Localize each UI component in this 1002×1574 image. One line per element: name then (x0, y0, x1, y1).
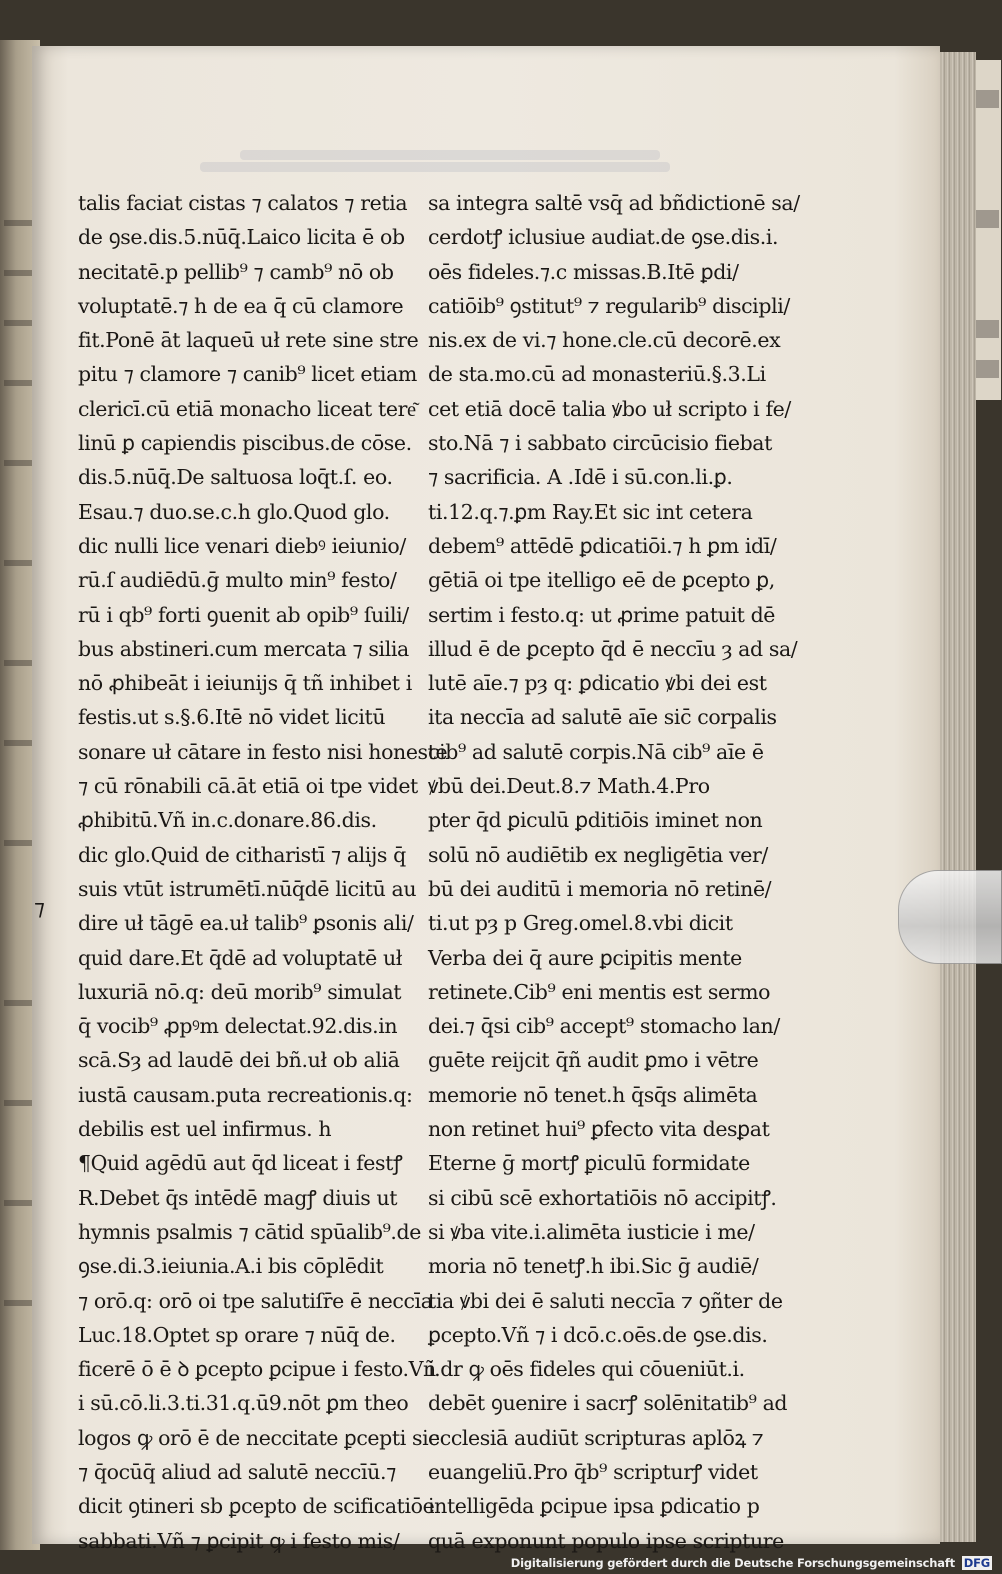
text-line: ficerē ō ē ꝺ ꝑcepto ꝑcipue i festo.Vñ (78, 1357, 436, 1382)
text-line: ⁊ cū rōnabili cā.āt etiā oi tpe videt (78, 774, 418, 799)
text-line: gētiā oi tpe itelligo eē de ꝑcepto ꝑ, (428, 568, 775, 593)
marginal-note: ⁊ (34, 896, 45, 921)
text-line: non retinet hui⁹ ꝑfecto vita desꝑat (428, 1117, 770, 1142)
text-line: intelligēda ꝑcipue ipsa ꝑdicatio p (428, 1494, 760, 1519)
text-line: voluptatē.⁊ h de ea q̄ cū clamore (78, 293, 404, 318)
text-line: ⁊ orō.q: orō oi tpe salutiſr̄e ē neccīa (78, 1288, 433, 1313)
text-line: retinete.Cib⁹ eni mentis est sermo (428, 979, 771, 1004)
text-line: ꝟbū dei.Deut.8.⁊ Math.4.Pro (428, 774, 710, 799)
text-line: logos ꝙ orō ē de neccitate ꝑcepti sic (78, 1425, 440, 1450)
text-line: quid dare.Et q̄dē ad voluptatē uł (78, 945, 402, 970)
text-line: de sta.mo.cū ad monasteriū.§.3.Li (428, 362, 766, 387)
text-line: ꝯse.di.3.ieiunia.A.i bis cōplēdit (78, 1254, 384, 1279)
text-line: hymnis psalmis ⁊ cātid spūalib⁹.de (78, 1219, 422, 1244)
text-line: solū nō audiētib ex negligētia ver/ (428, 842, 768, 867)
text-line: rū.ſ audiēdū.ḡ multo min⁹ festo/ (78, 568, 397, 593)
text-line: ꝑcepto.Vñ ⁊ i dcō.c.oēs.de ꝯse.dis. (428, 1322, 768, 1347)
dfg-logo: DFG (963, 1556, 990, 1570)
text-line: debēt ꝯuenire i sacrꝭ solēnitatib⁹ ad (428, 1391, 788, 1416)
text-line: i.dr ꝙ oēs fideles qui cōueniūt.i. (428, 1357, 745, 1382)
text-line: dic glo.Quid de citharistī ⁊ alijs q̄ (78, 842, 406, 867)
page-block-edges (936, 52, 976, 1542)
text-line: rū i qb⁹ forti ꝯuenit ab opib⁹ ſuili/ (78, 602, 409, 627)
text-column-left (78, 186, 448, 1558)
text-line: nis.ex de vi.⁊ hone.cle.cū decorē.ex (428, 328, 781, 353)
text-line: Luc.18.Optet sp orare ⁊ nūq̄ de. (78, 1322, 396, 1347)
text-line: ⁊ q̄ocūq̄ aliud ad salutē neccīū.⁊ (78, 1459, 396, 1484)
text-line: de ꝯse.dis.5.nūq̄.Laico licita ē ob (78, 225, 405, 250)
text-line: ¶Quid agēdū aut q̄d liceat i festꝭ (78, 1151, 403, 1176)
text-line: ꝓhibitū.Vñ in.c.donare.86.dis. (78, 808, 377, 833)
text-line: suis vtūt istrumētī.nūq̄dē licitū au (78, 876, 417, 901)
text-line: luxuriā nō.q: deū morib⁹ simulat (78, 979, 402, 1004)
bookmark-clip (898, 870, 1002, 964)
text-line: illud ē de ꝑcepto q̄d ē neccīu ȝ ad sa/ (428, 636, 798, 661)
text-line: Esau.⁊ duo.se.c.h glo.Quod glo. (78, 499, 390, 524)
text-line: ⁊ sacrificia. A .Idē i sū.con.li.ꝑ. (428, 465, 733, 490)
text-line: bus abstineri.cum mercata ⁊ silia (78, 636, 409, 661)
text-line: ecclesiā audiūt scripturas aplōꝝ ⁊ (428, 1425, 764, 1450)
text-line: tia ꝟbi dei ē saluti neccīa ⁊ ꝯñter de (428, 1288, 783, 1313)
text-line: dic nulli lice venari diebꝰ ieiunio/ (78, 533, 406, 558)
text-line: lutē aīe.⁊ pȝ q: ꝑdicatio ꝟbi dei est (428, 671, 767, 696)
text-line: debem⁹ attēdē ꝑdicatiōi.⁊ h ꝑm idī/ (428, 533, 777, 558)
text-line: dire uł tāgē ea.uł talib⁹ ꝑsonis ali/ (78, 911, 414, 936)
text-line: i sū.cō.li.3.ti.31.q.ū9.nōt ꝑm theo (78, 1391, 409, 1416)
text-line: cerdotꝭ iclusiue audiat.de ꝯse.dis.i. (428, 225, 779, 250)
show-through-text (200, 162, 670, 172)
text-line: Eterne ḡ mortꝭ ꝑiculū formidate (428, 1151, 750, 1176)
text-line: sa integra saltē vsq̄ ad bñdictionē sa/ (428, 191, 800, 215)
text-line: Verba dei q̄ aure ꝑcipitis mente (428, 945, 742, 970)
text-line: catiōib⁹ ꝯstitut⁹ ⁊ regularib⁹ discipli/ (428, 293, 790, 318)
text-line: ita neccīa ad salutē aīe sic̄ corpalis (428, 705, 777, 730)
text-line: quā exponunt populo ipse scripture (428, 1528, 784, 1553)
text-line: debilis est uel infirmus. h (78, 1117, 332, 1142)
text-line: euangeliū.Pro q̄b⁹ scripturꝭ videt (428, 1459, 758, 1484)
text-line: memorie nō tenet.h q̄sq̄s alimēta (428, 1082, 758, 1107)
text-line: dicit ꝯtineri sb ꝑcepto de scificatiōe (78, 1494, 435, 1519)
text-line: necitatē.p pellib⁹ ⁊ camb⁹ nō ob (78, 259, 394, 284)
text-line: oēs fideles.⁊.c missas.B.Itē ꝑdi/ (428, 259, 739, 284)
text-line: moria nō tenetꝭ.h ibi.Sic ḡ audiē/ (428, 1254, 759, 1279)
text-line: dei.⁊ q̄si cib⁹ accept⁹ stomacho lan/ (428, 1014, 780, 1039)
text-line: pitu ⁊ clamore ⁊ canib⁹ licet etiam (78, 362, 417, 387)
text-line: sertim i festo.q: ut ꝓrime patuit dē (428, 602, 776, 627)
text-line: fit.Ponē āt laqueū uł rete sine stre (78, 328, 419, 353)
text-line: ti.12.q.⁊.ꝑm Ray.Et sic int cetera (428, 499, 753, 524)
text-line: nō ꝓhibeāt i ieiunijs q̄ tñ inhibet i (78, 671, 412, 696)
text-line: sonare uł cātare in festo nisi honeste (78, 739, 448, 764)
text-column-right (428, 186, 800, 1558)
text-line: festis.ut s.§.6.Itē nō videt licitū (78, 705, 386, 730)
text-line: sabbati.Vñ ⁊ ꝑcipit ꝙ i festo mis/ (78, 1528, 400, 1553)
text-line: cet etiā docē talia ꝟbo uł scripto i fe/ (428, 396, 791, 421)
text-line: talis faciat cistas ⁊ calatos ⁊ retia (78, 191, 408, 215)
text-line: sto.Nā ⁊ i sabbato circūcisio fiebat (428, 431, 772, 456)
text-line: iustā causam.puta recreationis.q: (78, 1082, 413, 1107)
text-line: bū dei auditū i memoria nō retinē/ (428, 876, 772, 901)
text-line: scā.Sȝ ad laudē dei bñ.uł ob aliā (78, 1048, 400, 1073)
text-line: R.Debet q̄s intēdē magꝭ diuis ut (78, 1185, 398, 1210)
text-line: q̄ vocib⁹ ꝓpꝰm delectat.92.dis.in (78, 1014, 398, 1039)
text-line: si cibū scē exhortatiōis nō accipitꝭ. (428, 1185, 777, 1210)
text-line: guēte reijcit q̄ñ audit ꝑmo i vētre (428, 1048, 759, 1073)
footer-text: Digitalisierung gefördert durch die Deutsche Forschungsgemeinschaft (510, 1556, 955, 1570)
text-line: cib⁹ ad salutē corpis.Nā cib⁹ aīe ē (428, 739, 764, 764)
text-line: clericī.cū etiā monacho liceat tere͂ (78, 396, 416, 421)
text-line: ti.ut pȝ p Greg.omel.8.vbi dicit (428, 911, 733, 936)
show-through-text (240, 150, 660, 160)
footer-credit (511, 1556, 992, 1570)
text-line: si ꝟba vite.i.alimēta iusticie i me/ (428, 1219, 755, 1244)
text-line: dis.5.nūq̄.De saltuosa loq̄t.ſ. eo. (78, 465, 393, 490)
text-line: linū ꝑ capiendis piscibus.de cōse. (78, 431, 412, 456)
text-line: pter q̄d ꝑiculū ꝑditiōis iminet non (428, 808, 763, 833)
